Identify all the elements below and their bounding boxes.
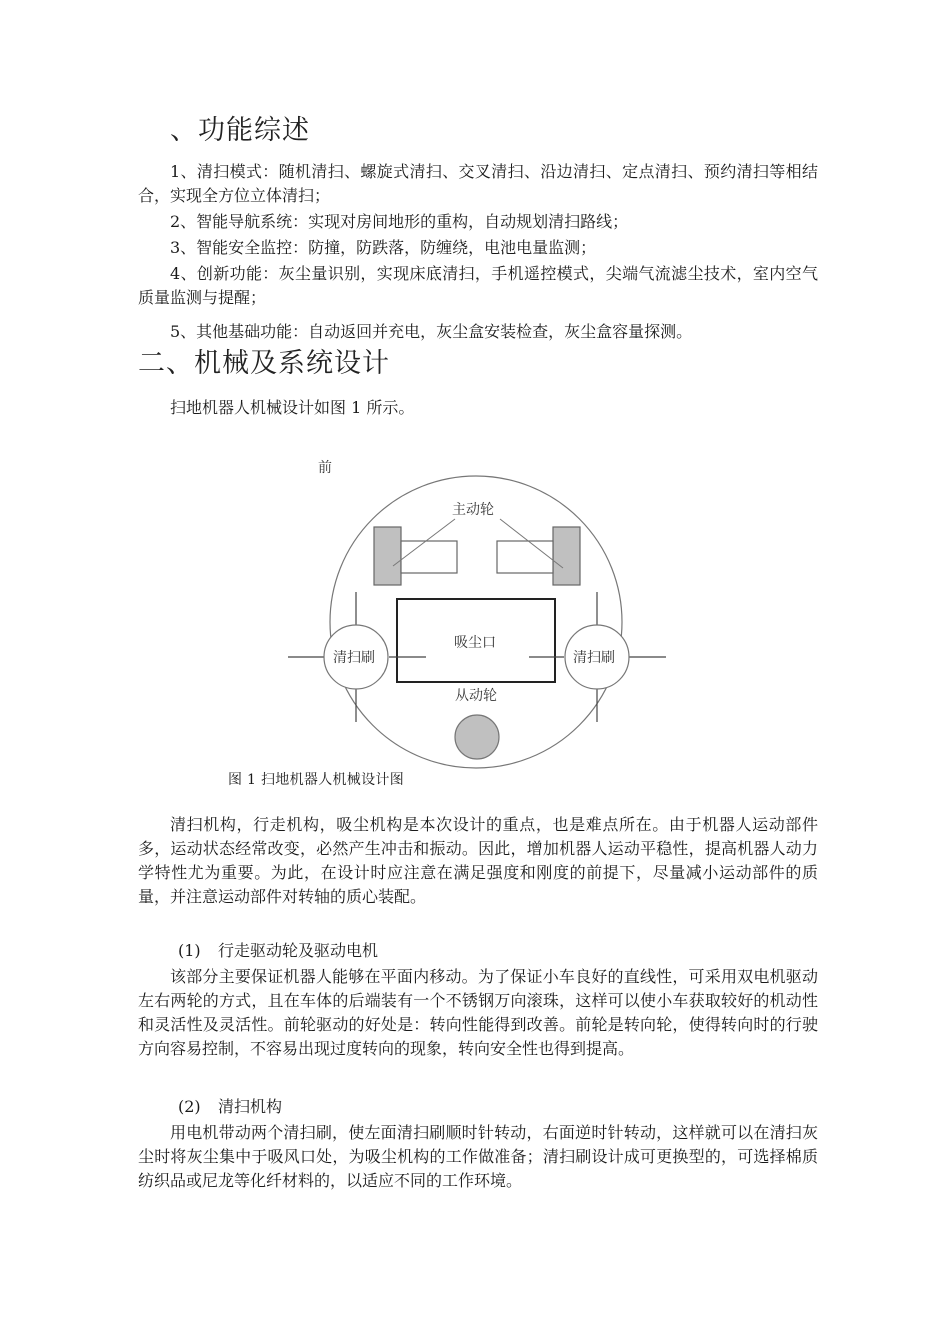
feature-item-3: 3、智能安全监控：防撞，防跌落，防缠绕，电池电量监测； (170, 238, 597, 257)
design-focus-paragraph: 清扫机构，行走机构，吸尘机构是本次设计的重点，也是难点所在。由于机器人运动部件多，运动状态经常改变，必然产生冲击和振动。因此，增加机器人运动平稳性，提高机器人动力学特性尤为重要。为此，在设计时应注意在满足强度和刚度的前提下，尽量减小运动部件的质量，并注意运动部件对转轴的质心装配。 (138, 815, 818, 906)
figure-intro-text: 扫地机器人机械设计如图 1 所示。 (170, 398, 415, 417)
left-drive-wheel (374, 527, 401, 585)
subheading-number: (2) (178, 1097, 201, 1116)
label-suction-port: 吸尘口 (454, 635, 496, 651)
label-drive-wheel: 主动轮 (452, 502, 494, 518)
subheading-title: 清扫机构 (218, 1097, 283, 1116)
feature-item-5: 5、其他基础功能：自动返回并充电，灰尘盒安装检查，灰尘盒容量探测。 (170, 322, 693, 341)
cleaning-mechanism-paragraph: 用电机带动两个清扫刷，使左面清扫刷顺时针转动，右面逆时针转动，这样就可以在清扫灰尘时将灰尘集中于吸风口处，为吸尘机构的工作做准备；清扫刷设计成可更换型的，可选择棉质纺织品或尼龙等化纤材料的，以适应不同的工作环境。 (138, 1123, 818, 1190)
label-driven-wheel: 从动轮 (455, 688, 497, 704)
feature-item-1: 1、清扫模式：随机清扫、螺旋式清扫、交叉清扫、沿边清扫、定点清扫、预约清扫等相结合，实现全方位立体清扫； (138, 162, 818, 205)
figure-caption: 图 1 扫地机器人机械设计图 (228, 772, 405, 788)
drive-wheel-paragraph: 该部分主要保证机器人能够在平面内移动。为了保证小车良好的直线性，可采用双电机驱动左右两轮的方式，且在车体的后端装有一个不锈钢万向滚珠，这样可以使小车获取较好的机动性和灵活性及灵活性。前轮驱动的好处是：转向性能得到改善。前轮是转向轮，使得转向时的行驶方向容易控制，不容易出现过度转向的现象，转向安全性也得到提高。 (138, 967, 818, 1058)
driven-wheel (455, 715, 499, 759)
subheading-number: (1) (178, 941, 201, 960)
subheading-title: 行走驱动轮及驱动电机 (218, 941, 379, 960)
left-drive-motor (401, 541, 457, 573)
feature-item-4: 4、创新功能：灰尘量识别，实现床底清扫，手机遥控模式，尖端气流滤尘技术，室内空气质量监测与提醒； (138, 264, 818, 307)
subheading-cleaning-mechanism (178, 1095, 282, 1119)
right-drive-motor (497, 541, 553, 573)
label-left-brush: 清扫刷 (333, 650, 375, 666)
right-drive-wheel (553, 527, 580, 585)
label-right-brush: 清扫刷 (573, 650, 615, 666)
feature-item-2: 2、智能导航系统：实现对房间地形的重构，自动规划清扫路线； (170, 212, 629, 231)
subheading-drive-wheel (178, 939, 378, 963)
label-front: 前 (318, 460, 332, 476)
section-heading-mechanical-design: 二、机械及系统设计 (138, 348, 390, 379)
section-heading-function-overview: 、功能综述 (170, 115, 310, 146)
